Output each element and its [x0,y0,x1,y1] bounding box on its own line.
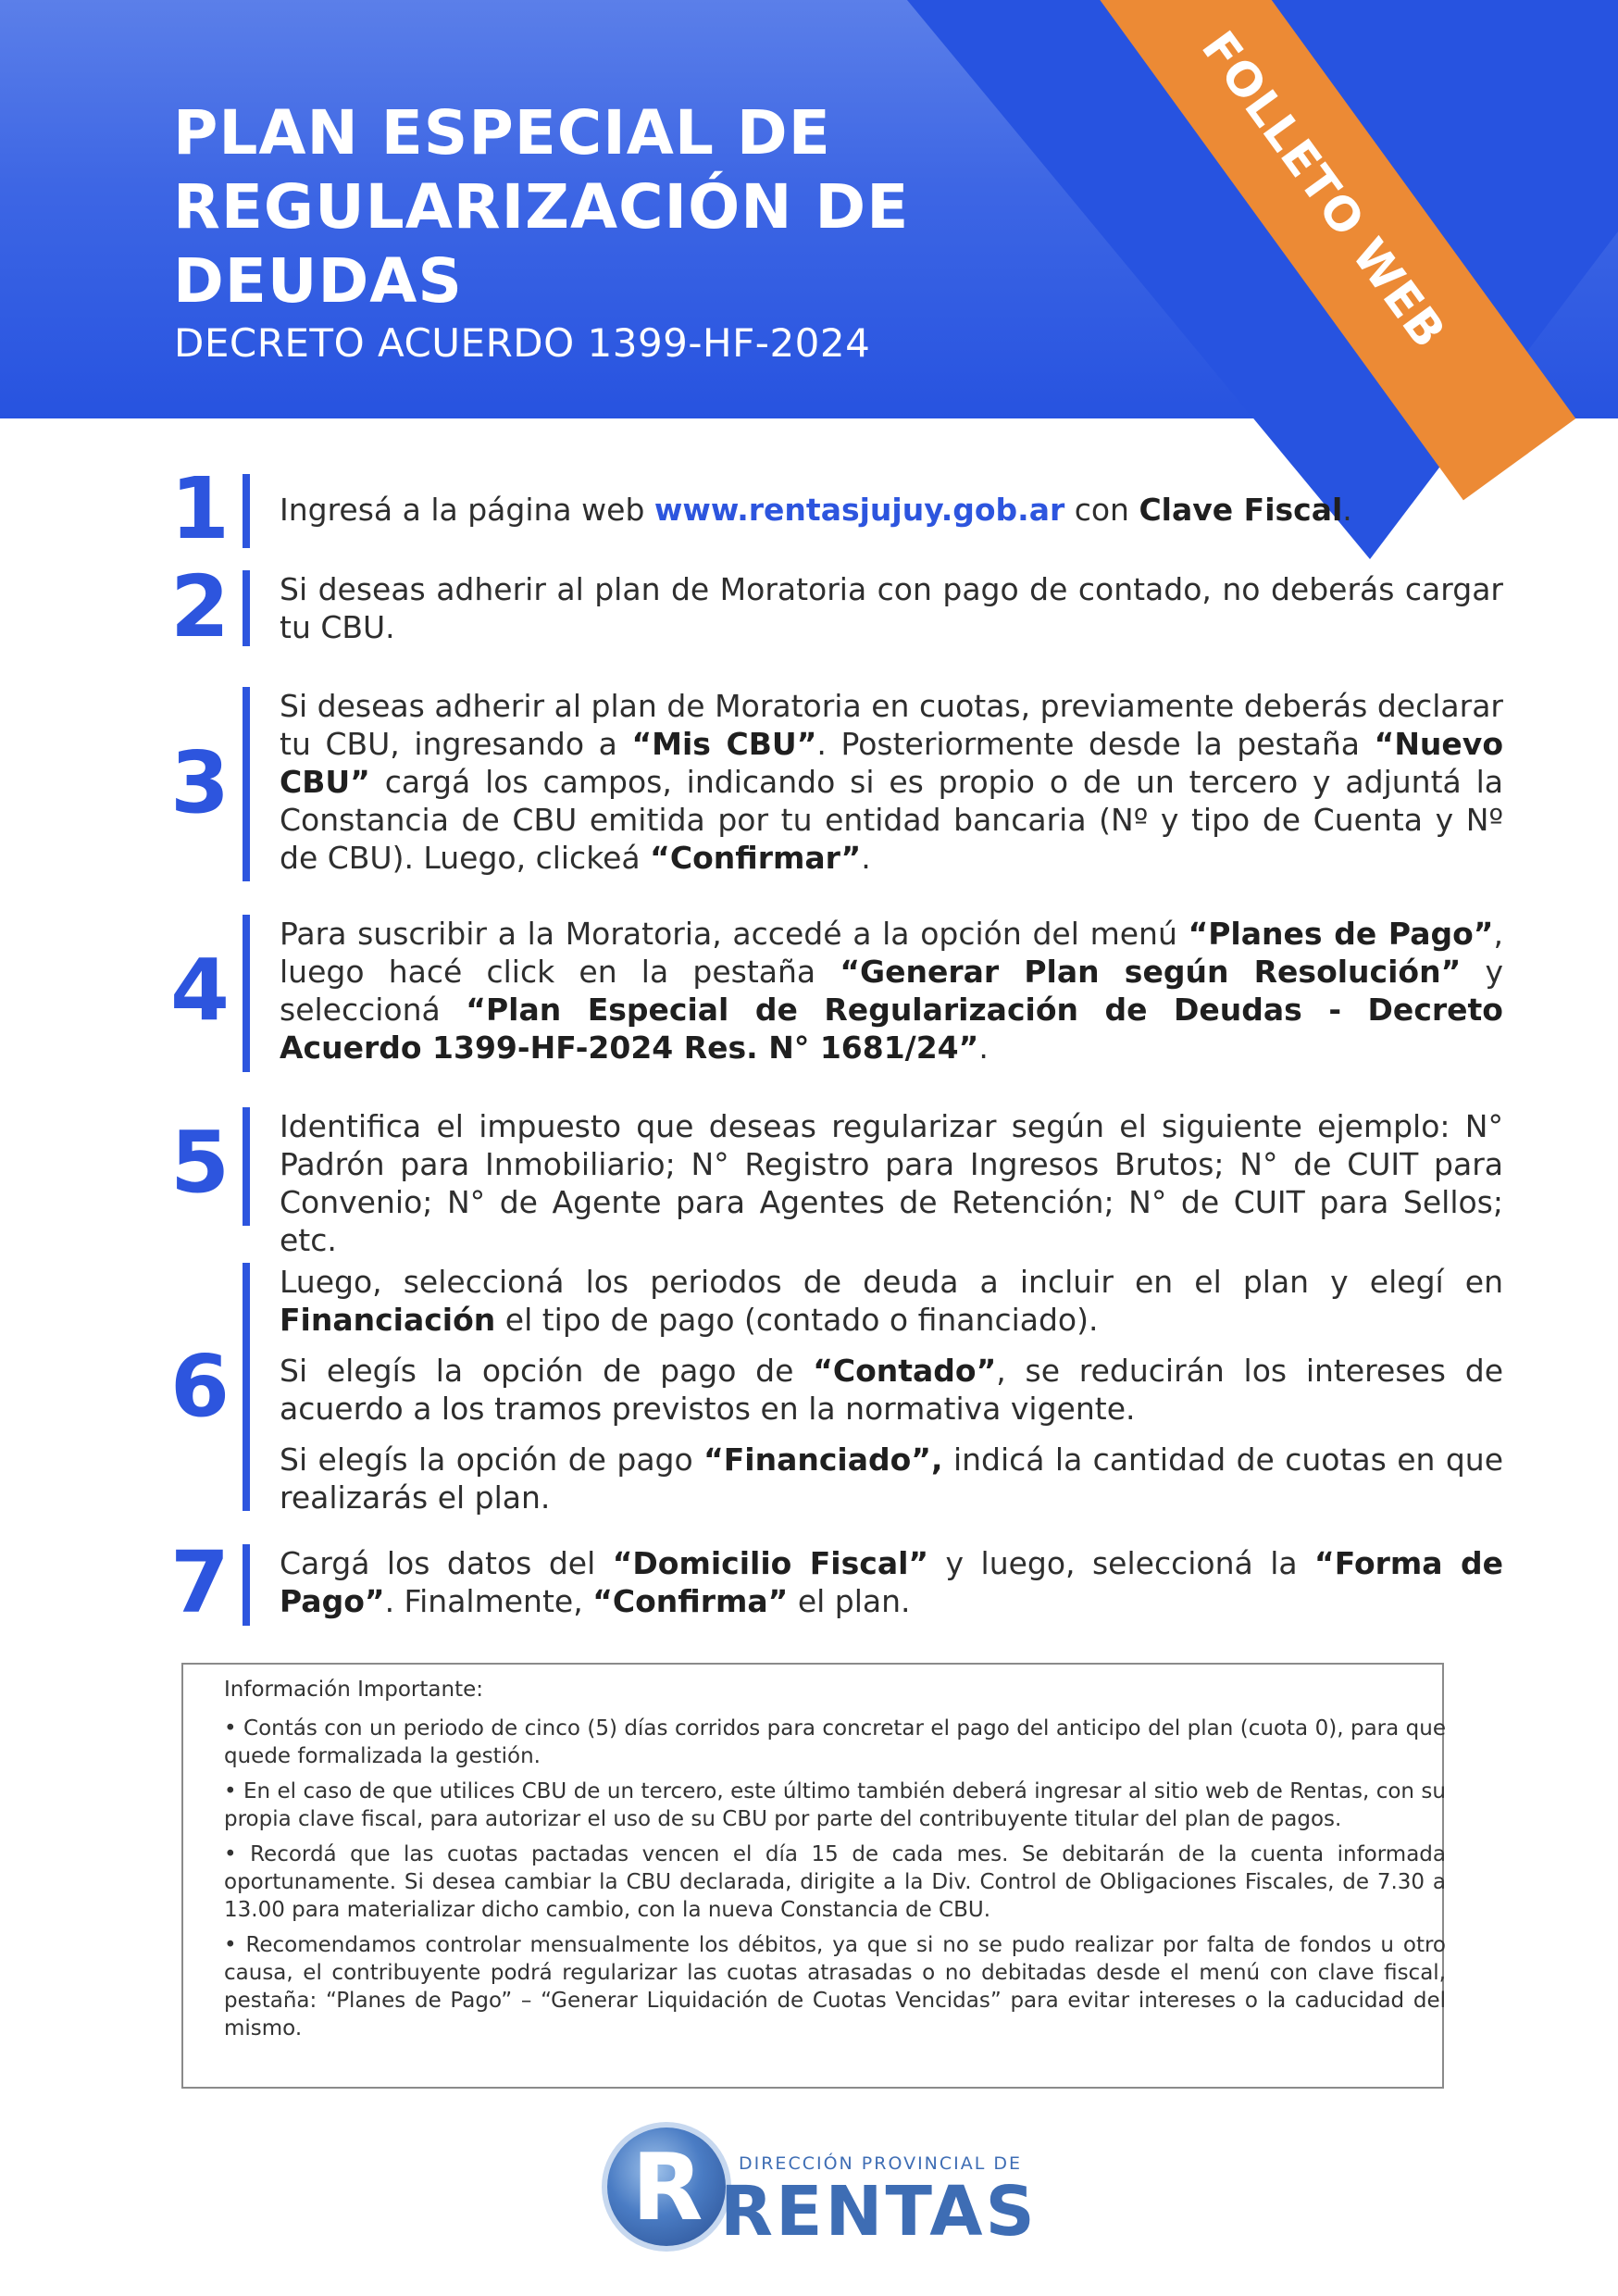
step-text [280,491,1503,542]
step-paragraph [280,915,1503,1067]
step-text [280,1544,1503,1633]
bold-text: “Nuevo CBU” [280,726,1503,800]
logo-wordmark: RENTAS [720,2172,1038,2252]
step-paragraph [280,1352,1503,1428]
text: . [978,1029,989,1066]
important-info-box [181,1663,1444,2089]
info-content [224,1676,1446,2050]
step-4 [167,915,1503,1072]
text: indicá la cantidad de cuotas en que realizarás el plan. [280,1441,1504,1516]
text: Luego, seleccioná los periodos de deuda a incluir en el plan y elegí en [280,1264,1503,1300]
text: Si elegís la opción de pago de [280,1353,814,1389]
step-number: 3 [169,733,230,832]
step-paragraph: Identifica el impuesto que deseas regularizar según el siguiente ejemplo: N° Padrón para Inmobiliario; N° Registro para Ingresos Brutos; N° de CUIT para Convenio; N° de Agente para Agentes de Retención; N° de CUIT para Sellos; etc. [280,1108,1503,1258]
text: el plan. [788,1583,911,1619]
step-number: 6 [169,1337,230,1436]
step-divider [243,1263,250,1511]
step-divider [243,570,250,646]
bold-text: “Generar Plan según Resolución” [840,954,1462,990]
page-subtitle: DECRETO ACUERDO 1399-HF-2024 [174,320,871,366]
text: . Posteriormente desde la pestaña [816,726,1375,762]
bold-text: Financiación [280,1302,496,1338]
info-item: • En el caso de que utilices CBU de un tercero, este último también deberá ingresar al sitio web de Rentas, con su propia clave fiscal, para autorizar el uso de su CBU por parte del contribuyente titular del plan de pagos. [224,1779,1446,1831]
step-divider [243,915,250,1072]
title-line-3: DEUDAS [173,245,463,317]
step-1 [167,459,1500,558]
bold-text: “Planes de Pago” [1188,916,1494,952]
step-text [280,687,1503,890]
bold-text: “Contado” [813,1353,997,1389]
text: . [861,840,871,876]
bold-text: “Confirma” [592,1583,789,1619]
bold-text: “Domicilio Fiscal” [612,1545,929,1581]
info-item: • Recordá que las cuotas pactadas vencen el día 15 de cada mes. Se debitarán de la cuenta informada oportunamente. Si desea cambiar la CBU declarada, dirigite a la Div. Control de Obligaciones Fiscales, de 7.30 a 13.00 para materializar dicho cambio, con la nueva Constancia de CBU. [224,1842,1446,1922]
text: y luego, seleccioná la [928,1545,1315,1581]
bold-text: “Forma de Pago” [280,1545,1503,1619]
step-number: 4 [169,941,230,1040]
step-text [280,915,1503,1079]
step-paragraph [280,1441,1503,1516]
logo-emblem [607,2128,726,2246]
step-text [280,1107,1503,1272]
step-5 [167,1107,1503,1258]
step-number: 2 [169,557,230,656]
info-item: • Recomendamos controlar mensualmente los débitos, ya que si no se pudo realizar por falta de fondos u otro causa, el contribuyente podrá regularizar las cuotas atrasadas o no debitadas desde el menú con clave fiscal, pestaña: “Planes de Pago” – “Generar Liquidación de Cuotas Vencidas” para evitar intereses o la caducidad del mismo. [224,1933,1446,2040]
step-paragraph [280,1263,1503,1339]
text: con [1064,492,1139,528]
step-divider [243,474,250,548]
text: , se reducirán los intereses de acuerdo a los tramos previstos en la normativa vigente. [280,1353,1503,1427]
text: cargá los campos, indicando si es propio o de un tercero y adjuntá la Constancia de CBU emitida por tu entidad bancaria (Nº y tipo de Cuenta y Nº de CBU). Luego, clickeá [280,764,1503,876]
step-number: 7 [169,1533,230,1632]
text: . [1342,492,1352,528]
step-text [280,570,1503,659]
step-number: 5 [169,1113,230,1212]
title-line-2: REGULARIZACIÓN DE [173,171,910,243]
step-6 [167,1263,1504,1516]
text: el tipo de pago (contado o financiado). [495,1302,1099,1338]
rentas-logo [607,2126,1038,2265]
step-paragraph: Si deseas adherir al plan de Moratoria con pago de contado, no deberás cargar tu CBU. [280,571,1503,645]
info-title: Información Importante: [224,1678,483,1702]
step-divider [243,1544,250,1626]
step-paragraph [280,1544,1503,1620]
logo-subtitle: DIRECCIÓN PROVINCIAL DE [739,2153,1023,2174]
step-3 [167,687,1503,881]
text: y seleccioná [280,954,1503,1028]
text: Cargá los datos del [280,1545,613,1581]
text: , luego hacé click en la pestaña [280,916,1503,990]
text: . Finalmente, [384,1583,593,1619]
step-number: 1 [169,459,230,558]
bold-text: “Mis CBU” [631,726,817,762]
rentas-website-link[interactable]: www.rentasjujuy.gob.ar [653,492,1065,528]
bold-text: “Confirmar” [650,840,862,876]
step-7 [167,1533,1503,1632]
ribbon-label: FOLLETO WEB [1190,21,1457,358]
bold-text: Clave Fiscal [1139,492,1343,528]
text: Si elegís la opción de pago [280,1441,704,1478]
step-paragraph [280,491,1503,529]
bold-text: “Financiado”, [703,1441,943,1478]
step-text [280,1263,1503,1529]
info-item: • Contás con un periodo de cinco (5) días corridos para concretar el pago del anticipo del plan (cuota 0), para que quede formalizada la gestión. [224,1716,1446,1768]
title-line-1: PLAN ESPECIAL DE [173,97,831,168]
step-paragraph [280,687,1503,877]
step-2 [167,557,1503,656]
step-divider [243,1107,250,1226]
text: Ingresá a la página web [280,492,654,528]
step-divider [243,687,250,881]
text: Para suscribir a la Moratoria, accedé a la opción del menú [280,916,1189,952]
text: Si deseas adherir al plan de Moratoria en cuotas, previamente deberás declarar tu CBU, ingresando a [280,688,1503,762]
bold-text: “Plan Especial de Regularización de Deudas - Decreto Acuerdo 1399-HF-2024 Res. N° 1681/24” [280,992,1503,1066]
logo-letter: R [631,2133,703,2241]
